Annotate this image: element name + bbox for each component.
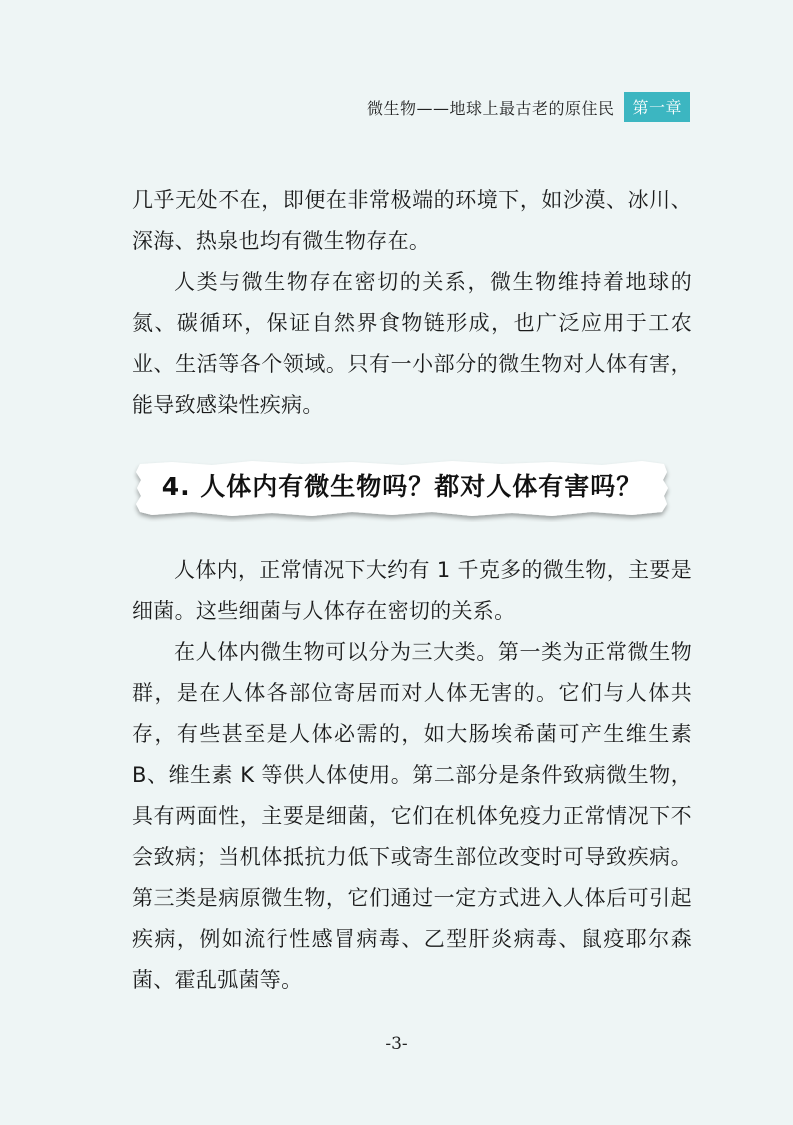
text-block-before-heading <box>132 180 692 426</box>
running-header <box>367 92 690 122</box>
paragraph: 人体内，正常情况下大约有 1 千克多的微生物，主要是细菌。这些细菌与人体存在密切的关系。 <box>132 558 692 623</box>
page-number: -3- <box>385 1034 408 1054</box>
book-title: 微生物——地球上最古老的原住民 <box>366 98 615 118</box>
section-heading: 4. 人体内有微生物吗？都对人体有害吗？ <box>161 472 643 501</box>
paragraph: 人类与微生物存在密切的关系，微生物维持着地球的氮、碳循环，保证自然界食物链形成，也广泛应用于工农业、生活等各个领域。只有一小部分的微生物对人体有害，能导致感染性疾病。 <box>132 270 692 417</box>
paragraph: 几乎无处不在，即便在非常极端的环境下，如沙漠、冰川、深海、热泉也均有微生物存在。 <box>132 188 692 253</box>
text-block-after-heading <box>132 550 692 1001</box>
paragraph: 在人体内微生物可以分为三大类。第一类为正常微生物群，是在人体各部位寄居而对人体无害的。它们与人体共存，有些甚至是人体必需的，如大肠埃希菌可产生维生素 B、维生素 K 等供人体使用。第二部分是条件致病微生物，具有两面性，主要是细菌，它们在机体免疫力正常情况下不会致病；当机体抵抗力低下或寄生部位改变时可导致疾病。第三类是病原微生物，它们通过一定方式进入人体后可引起疾病，例如流行性感冒病毒、乙型肝炎病毒、鼠疫耶尔森菌、霍乱弧菌等。 <box>132 640 692 992</box>
chapter-tag: 第一章 <box>624 92 690 122</box>
section-heading-banner <box>132 458 672 522</box>
